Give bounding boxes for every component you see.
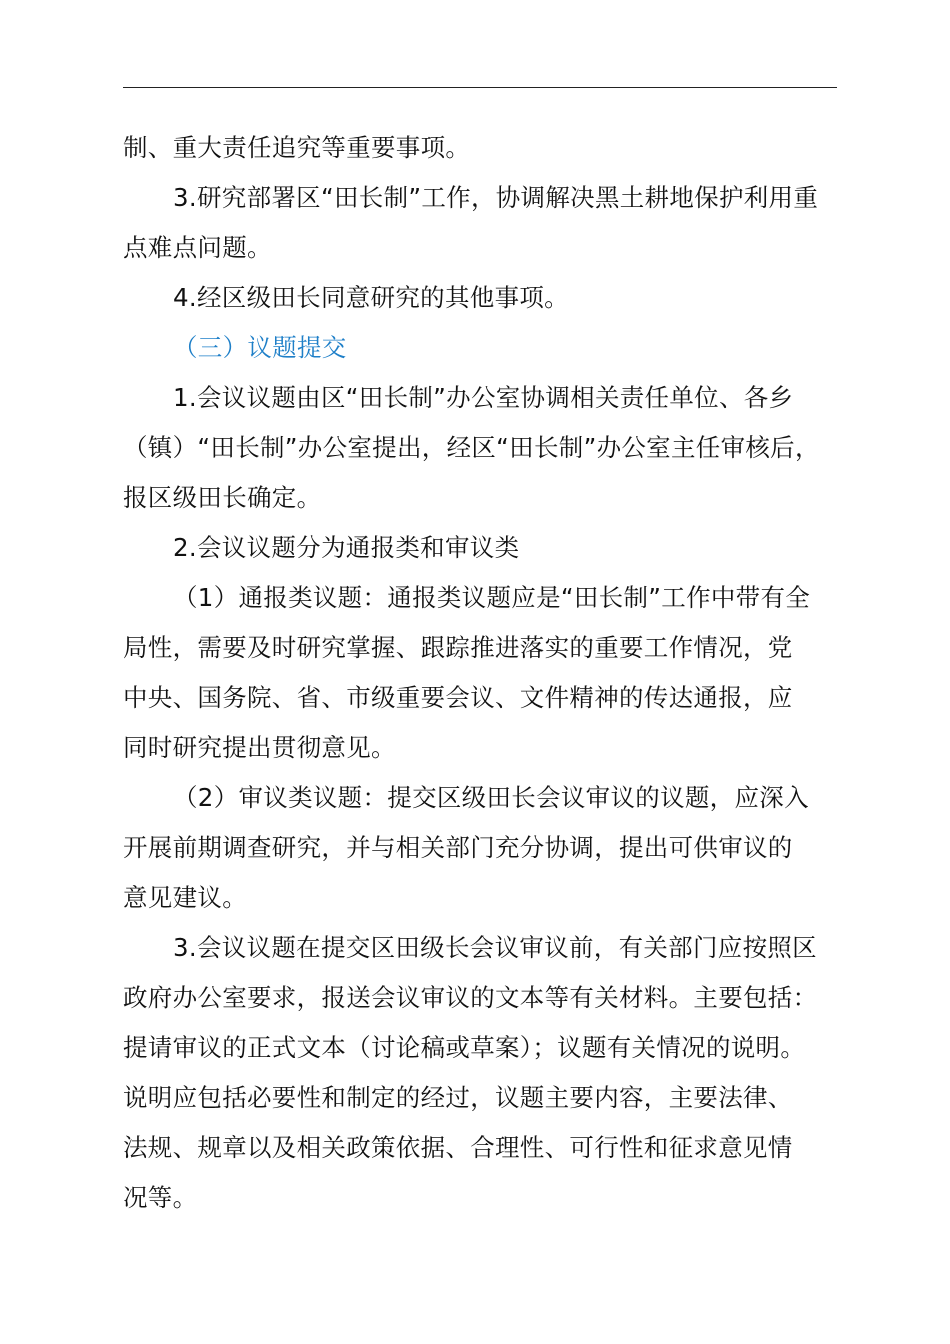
text-line: （1）通报类议题：通报类议题应是“田长制”工作中带有全 bbox=[173, 583, 811, 612]
text-line: 中央、国务院、省、市级重要会议、文件精神的传达通报，应 bbox=[123, 683, 793, 712]
text-line: 局性，需要及时研究掌握、跟踪推进落实的重要工作情况，党 bbox=[123, 633, 793, 662]
text-line: 提请审议的正式文本（讨论稿或草案）；议题有关情况的说明。 bbox=[123, 1033, 806, 1062]
text-line: 4.经区级田长同意研究的其他事项。 bbox=[173, 283, 569, 312]
text-line: 3.会议议题在提交区田级长会议审议前，有关部门应按照区 bbox=[173, 933, 817, 962]
section-heading: （三）议题提交 bbox=[173, 333, 347, 362]
text-line: 3.研究部署区“田长制”工作，协调解决黑土耕地保护利用重 bbox=[173, 183, 819, 212]
header-rule bbox=[123, 87, 837, 88]
text-line: 1.会议议题由区“田长制”办公室协调相关责任单位、各乡 bbox=[173, 383, 794, 412]
text-line: 况等。 bbox=[123, 1183, 198, 1212]
text-line: 制、重大责任追究等重要事项。 bbox=[123, 133, 471, 162]
text-line: 说明应包括必要性和制定的经过，议题主要内容，主要法律、 bbox=[123, 1083, 793, 1112]
text-line: （2）审议类议题：提交区级田长会议审议的议题，应深入 bbox=[173, 783, 809, 812]
text-line: 政府办公室要求，报送会议审议的文本等有关材料。主要包括： bbox=[123, 983, 818, 1012]
text-line: 法规、规章以及相关政策依据、合理性、可行性和征求意见情 bbox=[123, 1133, 793, 1162]
text-line: 开展前期调查研究，并与相关部门充分协调，提出可供审议的 bbox=[123, 833, 793, 862]
text-line: 同时研究提出贯彻意见。 bbox=[123, 733, 396, 762]
text-line: 报区级田长确定。 bbox=[123, 483, 322, 512]
text-line: 意见建议。 bbox=[123, 883, 247, 912]
text-line: 2.会议议题分为通报类和审议类 bbox=[173, 533, 520, 562]
text-line: （镇）“田长制”办公室提出，经区“田长制”办公室主任审核后， bbox=[123, 433, 820, 462]
text-line: 点难点问题。 bbox=[123, 233, 272, 262]
